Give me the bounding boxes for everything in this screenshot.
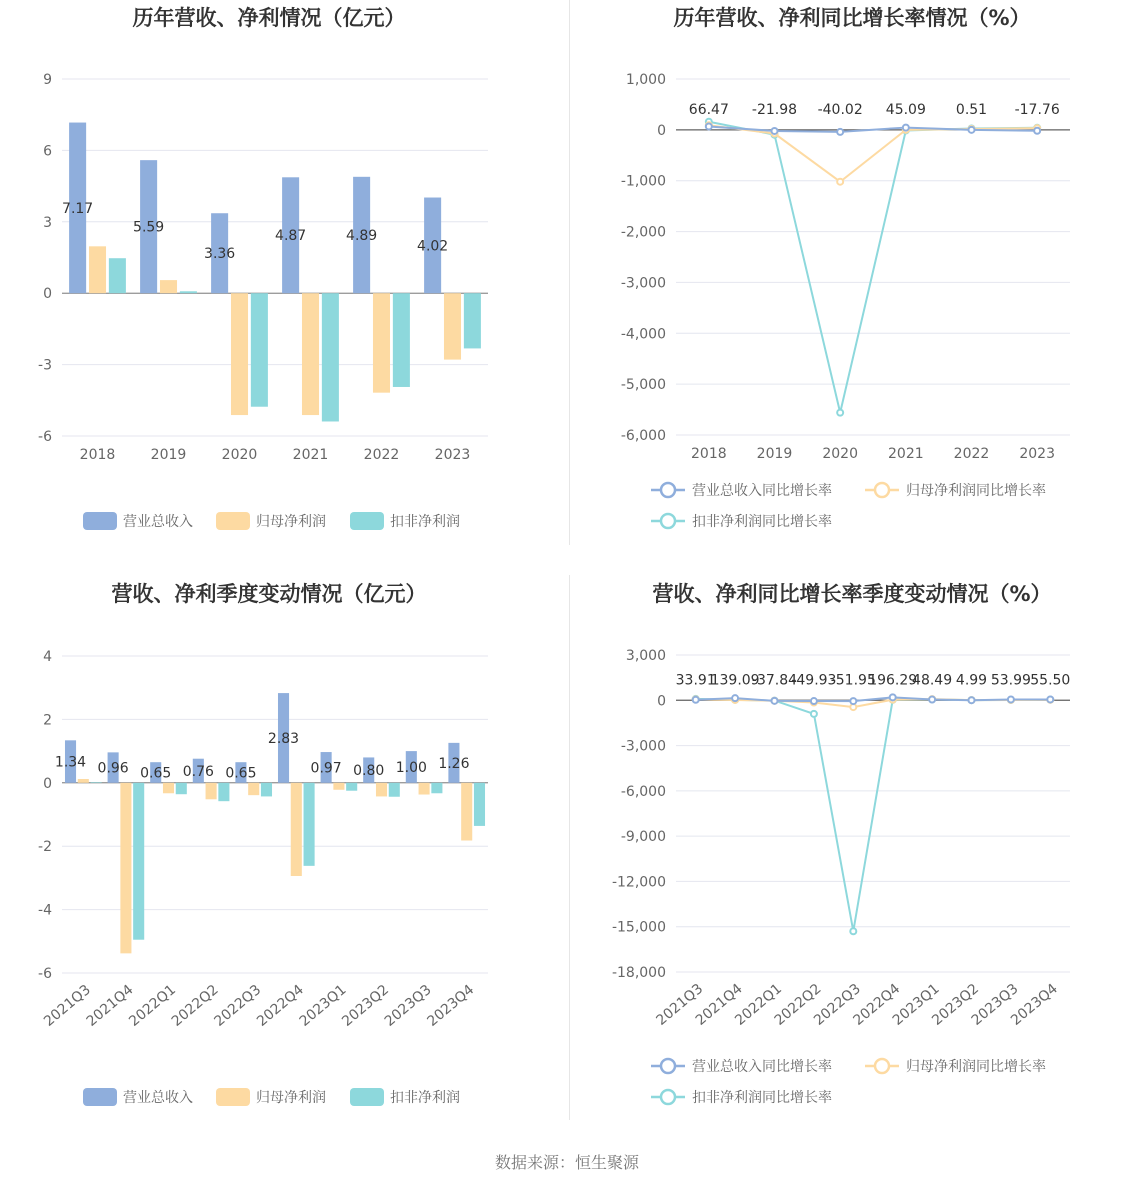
legend-swatch [83,1088,117,1106]
y-tick-label: -6,000 [620,783,666,800]
data-label: 0.65 [140,765,172,782]
bar-net-profit [78,779,89,783]
data-label: 4.89 [346,228,378,245]
bar-deducted-profit [109,258,126,293]
y-tick-label: 0 [657,122,666,139]
x-tick-label: 2023Q3 [381,981,435,1030]
quarterly-revenue-profit-chart [0,575,569,1135]
data-label: 0.76 [182,763,214,780]
y-tick-label: -2 [38,839,52,856]
data-label: 45.09 [885,101,926,118]
x-tick-label: 2023Q1 [889,980,943,1029]
x-tick-label: 2021Q3 [653,980,707,1029]
data-label: 139.09 [710,672,760,689]
x-tick-label: 2022Q3 [211,981,265,1030]
line-point [811,698,817,704]
y-tick-label: 1,000 [625,72,666,88]
data-label: 4.99 [955,672,988,689]
bar-deducted-profit [304,783,315,866]
y-tick-label: 9 [43,72,52,88]
y-tick-label: -6 [38,429,52,445]
bar-net-profit [461,783,472,841]
annual-growth-chart-panel [570,0,1134,560]
y-tick-label: 6 [43,143,52,160]
legend-swatch [216,1088,250,1106]
data-source-note: 数据来源：恒生聚源 [494,1153,639,1172]
bar-deducted-profit [218,783,229,801]
chart-title: 营收、净利同比增长率季度变动情况（%） [652,582,1052,606]
y-tick-label: -12,000 [611,874,666,891]
bar-net-profit [291,783,302,876]
bar-deducted-profit [176,783,187,794]
legend-label: 归母净利润 [256,514,326,530]
data-label: 1.00 [395,759,427,776]
line-point [903,125,909,131]
y-tick-label: -6,000 [620,428,666,444]
x-tick-label: 2023Q1 [296,981,350,1030]
x-tick-label: 2022Q2 [168,981,222,1030]
legend-swatch [350,512,384,530]
x-tick-label: 2022Q1 [732,980,786,1029]
line-point [732,695,738,701]
y-tick-label: -4,000 [620,326,666,343]
y-tick-label: 0 [657,693,666,710]
legend-swatch [350,1088,384,1106]
x-tick-label: 2022 [953,446,990,462]
x-tick-label: 2023 [434,447,471,463]
legend-label: 归母净利润同比增长率 [906,1059,1046,1075]
x-tick-label: 2021 [292,447,329,463]
bar-deducted-profit [346,783,357,791]
x-tick-label: 2021Q3 [41,981,94,1030]
data-label: -40.02 [817,101,863,118]
y-tick-label: -2,000 [620,224,666,241]
y-tick-label: -5,000 [620,377,666,394]
chart-title: 历年营收、净利情况（亿元） [132,6,406,30]
bar-deducted-profit [393,293,410,387]
data-label: 33.91 [675,672,716,689]
chart-title: 历年营收、净利同比增长率情况（%） [673,6,1031,30]
legend-marker [661,514,675,528]
series-line [709,125,1037,181]
line-point [969,697,975,703]
data-label: 1.34 [54,754,87,771]
y-tick-label: -3,000 [620,738,666,755]
line-point [706,123,712,129]
x-tick-label: 2020 [822,446,858,462]
x-tick-label: 2022Q2 [771,980,825,1029]
line-point [850,698,856,704]
line-point [1034,128,1040,134]
bar-net-profit [333,783,344,790]
line-point [929,697,935,703]
annual-revenue-profit-chart [0,0,569,560]
legend-label: 营业总收入 [123,1090,193,1106]
quarterly-bar-chart-panel [0,575,569,1135]
data-label: 0.65 [225,765,257,782]
y-tick-label: -4 [38,902,52,919]
bar-net-profit [120,783,131,954]
bar-deducted-profit [322,293,339,421]
legend-marker [661,483,675,497]
data-label: 2.83 [267,730,300,747]
y-tick-label: -3,000 [620,275,666,292]
legend-marker [875,483,889,497]
y-tick-label: -18,000 [611,965,666,981]
x-tick-label: 2022Q3 [811,980,864,1029]
series-line [696,699,1051,931]
x-tick-label: 2022Q1 [126,981,180,1030]
y-tick-label: 0 [43,286,52,303]
x-tick-label: 2023Q4 [424,981,478,1030]
data-label: 1.26 [438,755,470,772]
data-label: 3.36 [204,246,236,263]
x-tick-label: 2018 [691,446,727,462]
y-tick-label: -6 [38,966,52,982]
bar-net-profit [444,293,461,359]
line-point [1008,696,1014,702]
legend-label: 扣非净利润 [390,514,460,530]
data-label: 196.29 [868,672,918,689]
bar-deducted-profit [133,783,144,940]
annual-growth-rate-chart [570,0,1134,560]
bar-deducted-profit [474,783,485,826]
bar-deducted-profit [180,291,197,293]
series-line [709,122,1037,413]
x-tick-label: 2018 [79,447,116,463]
x-tick-label: 2023Q4 [1008,980,1061,1029]
data-label: 5.59 [133,219,165,236]
line-point [850,928,856,934]
bar-net-profit [419,783,430,795]
y-tick-label: 3,000 [625,648,666,664]
data-label: 4.02 [417,238,449,255]
line-point [772,698,778,704]
legend-label: 归母净利润同比增长率 [906,483,1046,499]
bar-deducted-profit [251,293,268,407]
line-point [693,697,699,703]
bar-deducted-profit [261,783,272,797]
data-label: -49.93 [791,672,837,689]
bar-deducted-profit [91,782,102,783]
x-tick-label: 2021Q4 [692,980,746,1029]
bar-net-profit [302,293,319,415]
bar-net-profit [248,783,259,795]
bar-deducted-profit [389,783,400,797]
chart-title: 营收、净利季度变动情况（亿元） [111,582,427,606]
bar-deducted-profit [431,783,442,793]
legend-swatch [216,512,250,530]
line-point [837,179,843,185]
bar-net-profit [373,293,390,392]
legend-label: 归母净利润 [256,1090,326,1106]
legend-label: 扣非净利润同比增长率 [692,1090,832,1106]
legend-label: 扣非净利润同比增长率 [692,514,832,530]
data-label: 0.96 [97,760,129,777]
data-label: 0.80 [353,763,385,780]
x-tick-label: 2019 [150,447,187,463]
legend-marker [661,1059,675,1073]
line-point [837,129,843,135]
quarterly-growth-rate-chart [570,575,1134,1135]
legend-label: 营业总收入同比增长率 [692,1059,832,1075]
legend-label: 扣非净利润 [390,1090,460,1106]
bar-net-profit [206,783,217,799]
y-tick-label: -1,000 [620,173,666,190]
bar-net-profit [376,783,387,797]
quarterly-growth-chart-panel [570,575,1134,1135]
data-label: 0.51 [955,101,988,118]
legend-label: 营业总收入同比增长率 [692,483,832,499]
bar-deducted-profit [464,293,481,348]
data-label: -17.76 [1014,101,1060,118]
annual-bar-chart-panel [0,0,569,560]
legend-marker [661,1090,675,1104]
y-tick-label: 0 [43,775,52,792]
line-point [969,127,975,133]
data-label: -37.84 [751,672,798,689]
data-label: 0.97 [310,760,342,777]
data-label: -21.98 [751,101,798,118]
x-tick-label: 2020 [221,447,258,463]
legend-swatch [83,512,117,530]
line-point [837,410,843,416]
y-tick-label: 3 [43,214,52,231]
data-label: -51.95 [830,672,876,689]
x-tick-label: 2019 [756,446,793,462]
x-tick-label: 2022Q4 [850,980,904,1029]
line-point [772,128,778,134]
x-tick-label: 2022Q4 [254,981,307,1030]
data-label: 66.47 [688,101,729,118]
x-tick-label: 2022 [363,447,400,463]
bar-net-profit [89,246,106,293]
x-tick-label: 2023Q2 [929,980,983,1029]
x-tick-label: 2023Q3 [968,980,1022,1029]
legend-marker [875,1059,889,1073]
bar-net-profit [231,293,248,415]
data-label: 7.17 [62,200,94,217]
line-point [890,694,896,700]
data-label: 53.99 [990,672,1031,689]
x-tick-label: 2023 [1019,446,1055,462]
x-tick-label: 2021Q4 [83,981,137,1030]
data-label: 55.50 [1030,672,1071,689]
y-tick-label: 2 [43,712,52,729]
data-label: 4.87 [275,228,307,245]
y-tick-label: 4 [43,649,52,665]
line-point [1047,696,1053,702]
legend-label: 营业总收入 [123,514,193,530]
x-tick-label: 2023Q2 [339,981,393,1030]
bar-net-profit [160,280,177,293]
y-tick-label: -9,000 [620,829,666,846]
data-label: 48.49 [912,672,953,689]
x-tick-label: 2021 [888,446,924,462]
line-point [811,711,817,717]
bar-net-profit [163,783,174,793]
y-tick-label: -3 [38,357,52,374]
y-tick-label: -15,000 [611,919,666,936]
